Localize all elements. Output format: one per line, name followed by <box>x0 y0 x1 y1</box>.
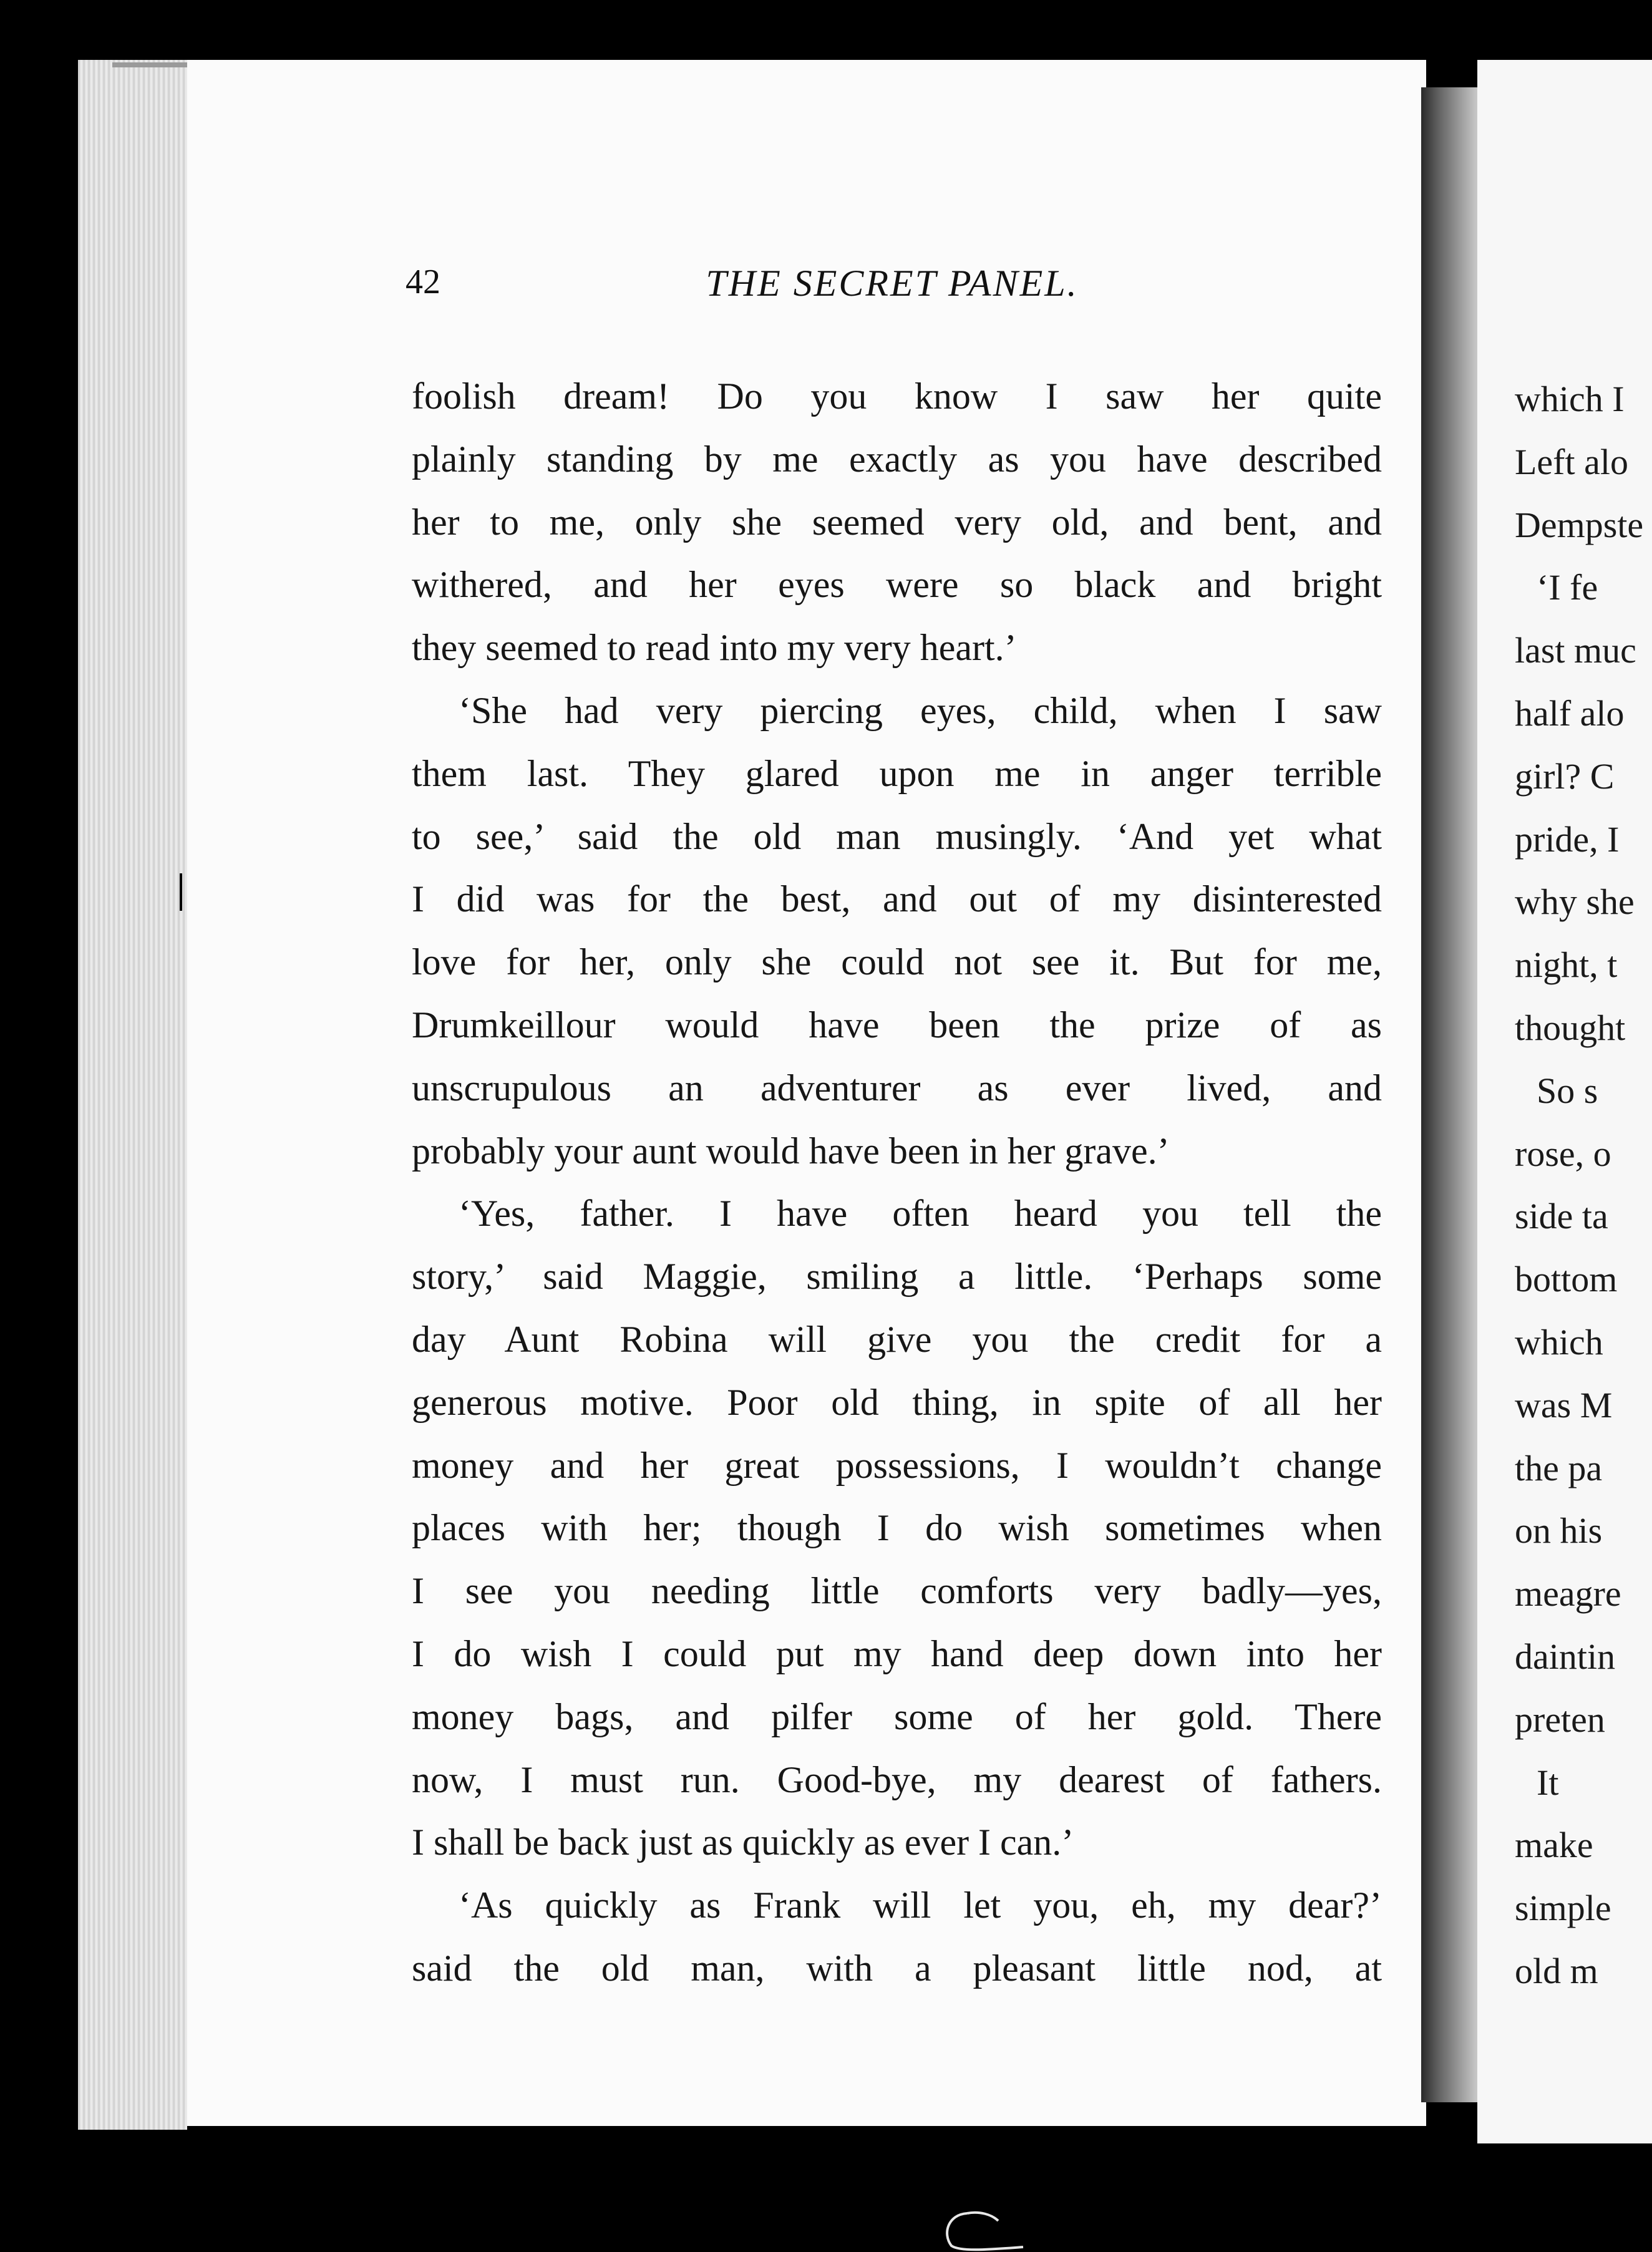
text-line: I did was for the best, and out of my disinterested <box>412 878 1382 920</box>
right-page-fragment: preten <box>1515 1699 1605 1740</box>
right-page-fragment: girl? C <box>1515 755 1615 797</box>
right-page-fragment: why she <box>1515 881 1635 923</box>
book-gutter <box>1421 87 1477 2102</box>
right-page-fragment: the pa <box>1515 1447 1603 1488</box>
text-line: I do wish I could put my hand deep down into her <box>412 1633 1382 1674</box>
right-page-fragment: meagre <box>1515 1573 1621 1614</box>
right-page-fragment: thought <box>1515 1007 1626 1048</box>
text-line: said the old man, with a pleasant little nod, at <box>412 1947 1382 1989</box>
text-line: them last. They glared upon me in anger terrible <box>412 752 1382 794</box>
right-page-fragment: Dempste <box>1515 504 1644 545</box>
right-page <box>1477 60 1652 2143</box>
text-line: unscrupulous an adventurer as ever lived, and <box>412 1067 1382 1109</box>
text-line: love for her, only she could not see it. But for me, <box>412 941 1382 983</box>
right-page-fragment: old m <box>1515 1951 1598 1991</box>
scan-artifact <box>930 2208 1036 2252</box>
text-line: to see,’ said the old man musingly. ‘And yet what <box>412 815 1382 857</box>
text-line: places with her; though I do wish sometimes when <box>412 1507 1382 1549</box>
right-page-fragment: night, t <box>1515 944 1618 986</box>
text-line: foolish dream! Do you know I saw her quite <box>412 376 1382 417</box>
right-page-fragment: It <box>1537 1762 1559 1803</box>
text-line: her to me, only she seemed very old, and bent, and <box>412 501 1382 543</box>
right-page-fragment: which <box>1515 1322 1603 1362</box>
page-header <box>406 262 1379 318</box>
right-page-fragment: last muc <box>1515 630 1636 671</box>
text-line: I see you needing little comforts very badly—yes, <box>412 1570 1382 1612</box>
book-edge-shadow <box>112 62 193 67</box>
text-line: story,’ said Maggie, smiling a little. ‘Perhaps some <box>412 1256 1382 1298</box>
right-page-fragment: make <box>1515 1825 1593 1866</box>
right-page-fragment: was M <box>1515 1384 1613 1425</box>
text-line: ‘As quickly as Frank will let you, eh, my dear?’ <box>459 1885 1382 1926</box>
text-line: day Aunt Robina will give you the credit for a <box>412 1318 1382 1360</box>
text-line: money bags, and pilfer some of her gold. There <box>412 1696 1382 1737</box>
text-line: they seemed to read into my very heart.’ <box>412 627 1017 669</box>
right-page-fragment: pride, I <box>1515 818 1620 860</box>
right-page-fragment: ‘I fe <box>1537 567 1598 608</box>
running-title: THE SECRET PANEL. <box>706 263 1079 304</box>
right-page-fragment: simple <box>1515 1888 1611 1929</box>
text-line: I shall be back just as quickly as ever I can.’ <box>412 1822 1074 1863</box>
right-page-fragment: Left alo <box>1515 441 1628 482</box>
text-line: withered, and her eyes were so black and bright <box>412 564 1382 606</box>
page-number: 42 <box>406 263 440 301</box>
text-line: plainly standing by me exactly as you have described <box>412 438 1382 480</box>
right-page-fragment: which I <box>1515 379 1625 419</box>
margin-mark <box>180 873 182 911</box>
text-line: ‘She had very piercing eyes, child, when I saw <box>459 689 1382 731</box>
right-page-fragment: bottom <box>1515 1259 1618 1300</box>
right-page-fragment: So s <box>1537 1070 1598 1111</box>
text-line: probably your aunt would have been in her grave.’ <box>412 1130 1170 1172</box>
right-page-fragment: side ta <box>1515 1196 1608 1237</box>
text-line: now, I must run. Good-bye, my dearest of fathers. <box>412 1759 1382 1800</box>
text-line: ‘Yes, father. I have often heard you tell the <box>459 1193 1382 1235</box>
body-text <box>412 365 1382 2000</box>
right-page-fragment: daintin <box>1515 1636 1616 1677</box>
right-page-fragment: half alo <box>1515 693 1625 734</box>
text-line: Drumkeillour would have been the prize of as <box>412 1004 1382 1046</box>
right-page-fragment: on his <box>1515 1510 1603 1551</box>
right-page-fragment: rose, o <box>1515 1133 1611 1174</box>
book-edge <box>78 60 187 2130</box>
text-line: generous motive. Poor old thing, in spite of all her <box>412 1381 1382 1423</box>
text-line: money and her great possessions, I wouldn’t change <box>412 1444 1382 1486</box>
